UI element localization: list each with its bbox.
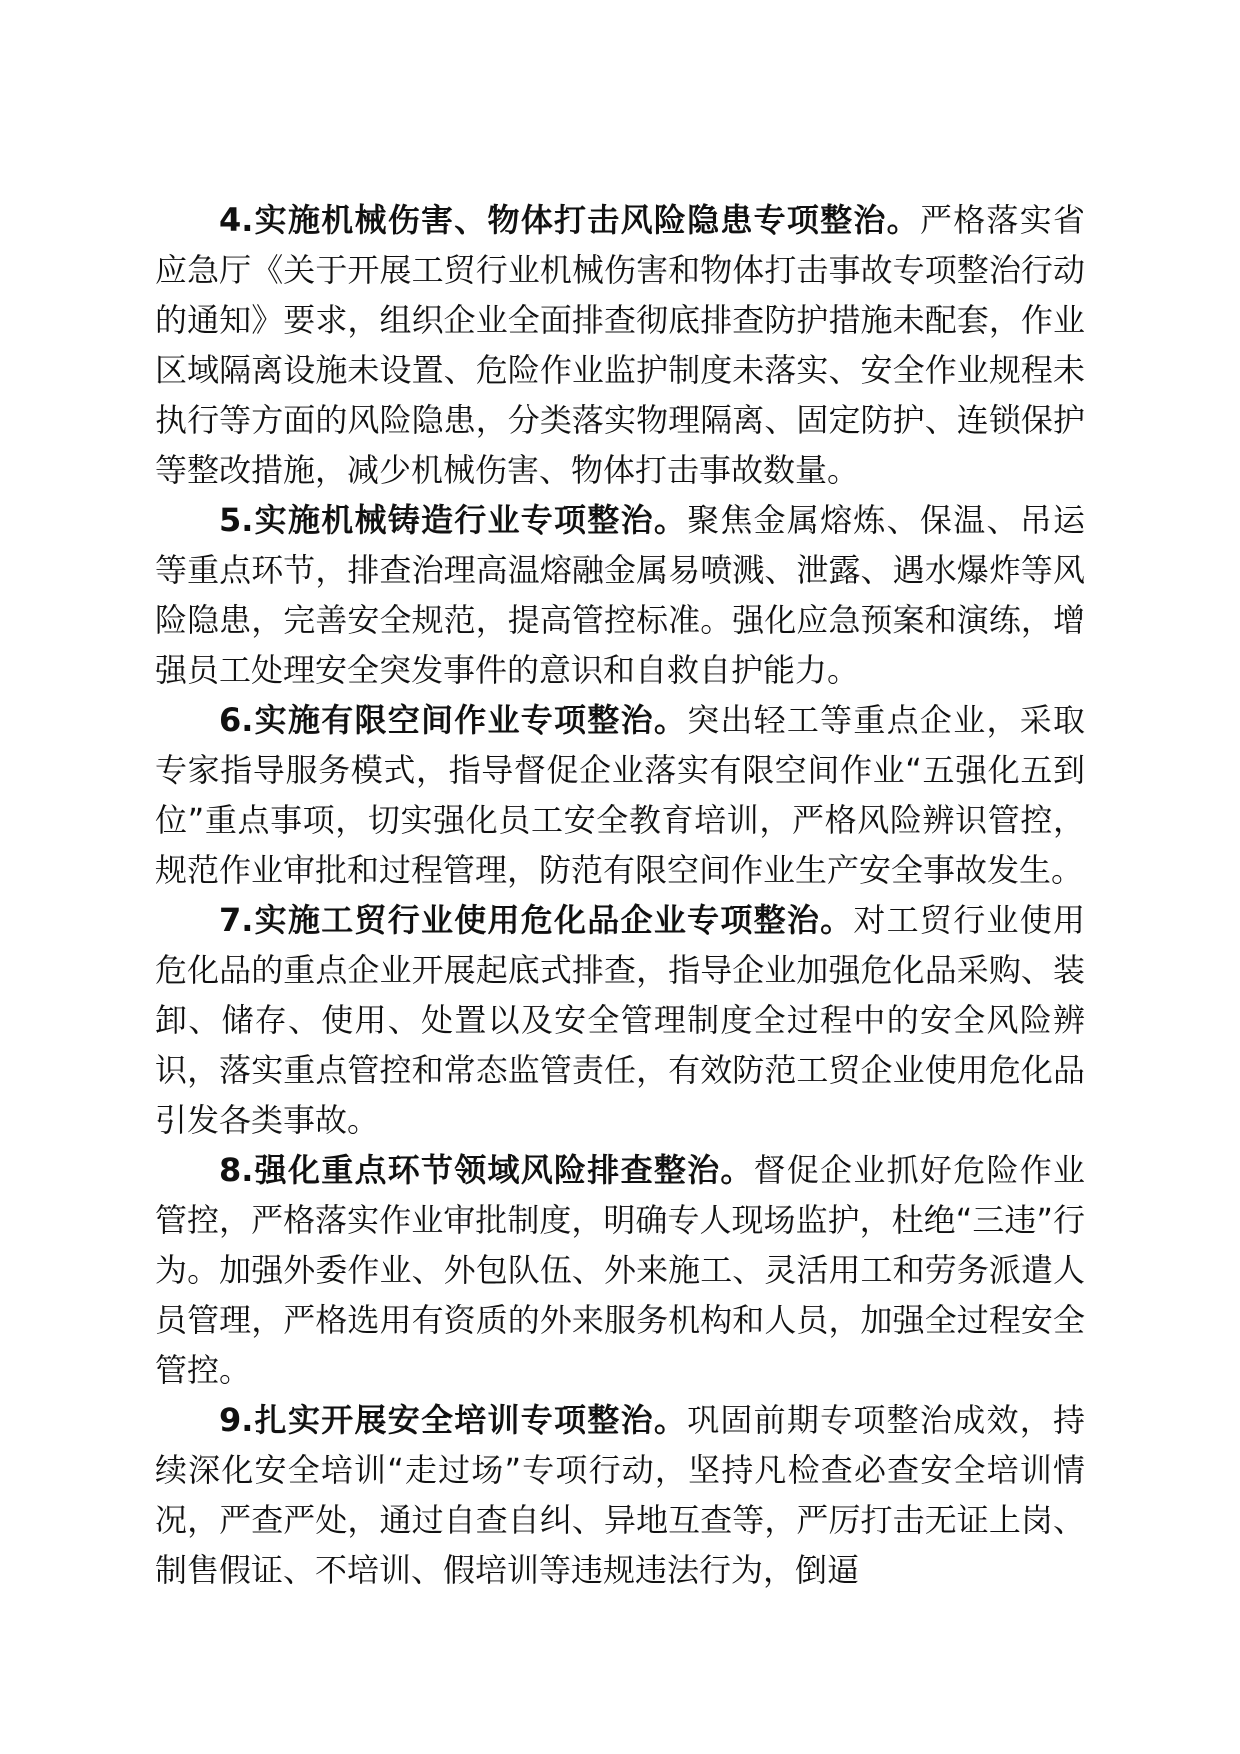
paragraph-body: 督促企业抓好危险作业管控，严格落实作业审批制度，明确专人现场监护，杜绝“三违”行为。加强外委作业、外包队伍、外来施工、灵活用工和劳务派遣人员管理，严格选用有资质的外来服务机构和人员，加强全过程安全管控。 bbox=[155, 1151, 1085, 1389]
paragraph-body: 严格落实省应急厅《关于开展工贸行业机械伤害和物体打击事故专项整治行动的通知》要求，组织企业全面排查彻底排查防护措施未配套，作业区域隔离设施未设置、危险作业监护制度未落实、安全作业规程未执行等方面的风险隐患，分类落实物理隔离、固定防护、连锁保护等整改措施，减少机械伤害、物体打击事故数量。 bbox=[155, 201, 1085, 489]
paragraph-item-4 bbox=[155, 195, 1085, 495]
paragraph-item-5 bbox=[155, 495, 1085, 695]
paragraph-heading: 4.实施机械伤害、物体打击风险隐患专项整治。 bbox=[219, 201, 920, 239]
paragraph-body: 巩固前期专项整治成效，持续深化安全培训“走过场”专项行动，坚持凡检查必查安全培训情况，严查严处，通过自查自纠、异地互查等，严厉打击无证上岗、制售假证、不培训、假培训等违规违法行为，倒逼 bbox=[155, 1401, 1085, 1589]
paragraph-item-9 bbox=[155, 1395, 1085, 1595]
paragraph-heading: 5.实施机械铸造行业专项整治。 bbox=[219, 501, 688, 539]
paragraph-body: 聚焦金属熔炼、保温、吊运等重点环节，排查治理高温熔融金属易喷溅、泄露、遇水爆炸等风险隐患，完善安全规范，提高管控标准。强化应急预案和演练，增强员工处理安全突发事件的意识和自救自护能力。 bbox=[155, 501, 1085, 689]
paragraph-heading: 9.扎实开展安全培训专项整治。 bbox=[219, 1401, 688, 1439]
paragraph-heading: 7.实施工贸行业使用危化品企业专项整治。 bbox=[219, 901, 854, 939]
paragraph-item-7 bbox=[155, 895, 1085, 1145]
paragraph-body: 突出轻工等重点企业，采取专家指导服务模式，指导督促企业落实有限空间作业“五强化五到位”重点事项，切实强化员工安全教育培训，严格风险辨识管控，规范作业审批和过程管理，防范有限空间作业生产安全事故发生。 bbox=[155, 701, 1085, 889]
paragraph-body: 对工贸行业使用危化品的重点企业开展起底式排查，指导企业加强危化品采购、装卸、储存、使用、处置以及安全管理制度全过程中的安全风险辨识，落实重点管控和常态监管责任，有效防范工贸企业使用危化品引发各类事故。 bbox=[155, 901, 1085, 1139]
paragraph-item-6 bbox=[155, 695, 1085, 895]
paragraph-item-8 bbox=[155, 1145, 1085, 1395]
document-page bbox=[155, 195, 1085, 1595]
paragraph-heading: 8.强化重点环节领域风险排查整治。 bbox=[219, 1151, 754, 1189]
paragraph-heading: 6.实施有限空间作业专项整治。 bbox=[219, 701, 688, 739]
